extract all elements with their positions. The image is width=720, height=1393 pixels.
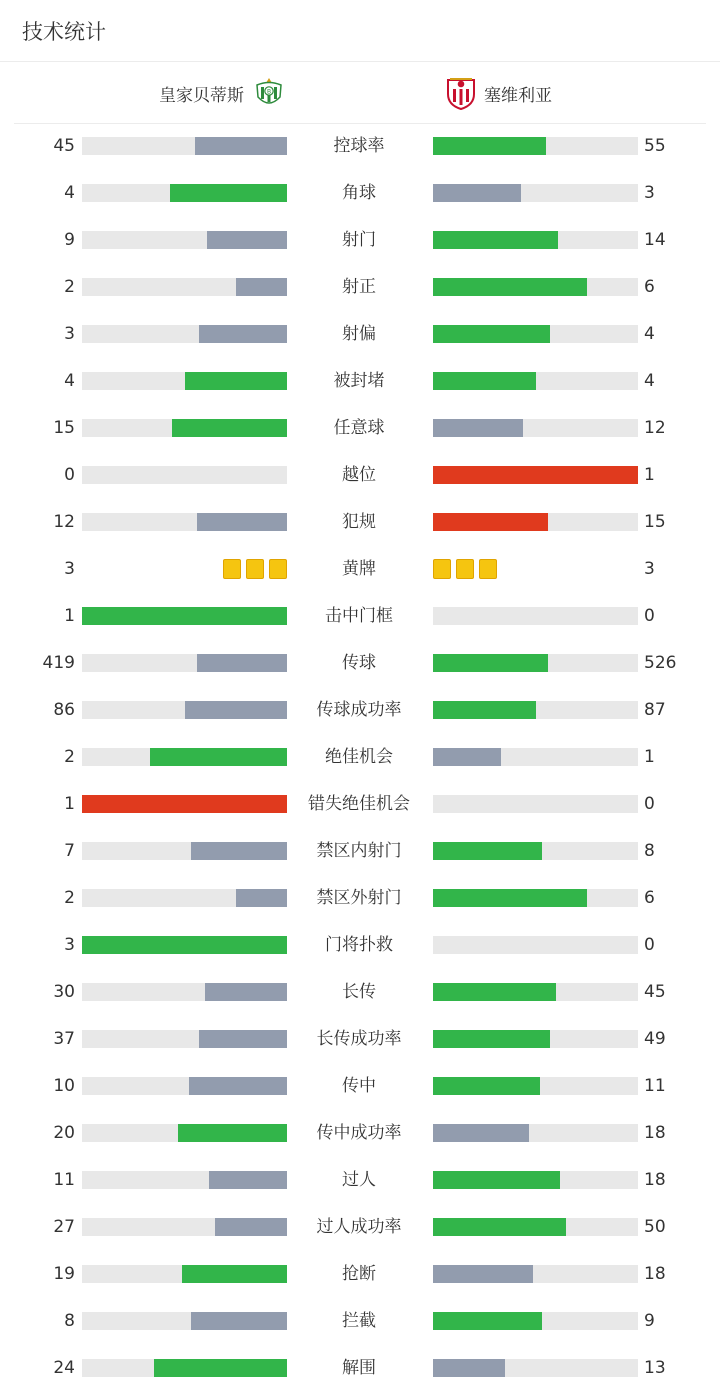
stat-label: 射正 bbox=[342, 277, 376, 297]
home-value: 3 bbox=[64, 324, 75, 344]
away-yellow-cards bbox=[433, 559, 497, 579]
away-bar-fill bbox=[433, 278, 587, 296]
away-bar-fill bbox=[433, 513, 548, 531]
stat-label: 传球 bbox=[342, 653, 376, 673]
away-value: 6 bbox=[644, 888, 655, 908]
home-bar bbox=[82, 842, 287, 860]
stat-label: 黄牌 bbox=[342, 559, 376, 579]
away-value: 13 bbox=[644, 1358, 666, 1378]
away-value: 0 bbox=[644, 935, 655, 955]
away-bar bbox=[433, 795, 638, 813]
stat-row bbox=[0, 264, 720, 311]
home-bar-fill bbox=[154, 1359, 287, 1377]
home-bar bbox=[82, 654, 287, 672]
home-value: 8 bbox=[64, 1311, 75, 1331]
away-bar-fill bbox=[433, 701, 536, 719]
stat-row bbox=[0, 123, 720, 170]
home-bar-fill bbox=[185, 701, 288, 719]
away-bar bbox=[433, 607, 638, 625]
away-bar-fill bbox=[433, 1171, 560, 1189]
home-bar bbox=[82, 137, 287, 155]
stat-label: 被封堵 bbox=[333, 371, 385, 391]
away-bar bbox=[433, 1077, 638, 1095]
stat-row bbox=[0, 1063, 720, 1110]
home-bar-fill bbox=[82, 607, 287, 625]
stat-label: 长传 bbox=[342, 982, 376, 1002]
yellow-card-icon bbox=[223, 559, 241, 579]
away-bar bbox=[433, 936, 638, 954]
home-bar bbox=[82, 278, 287, 296]
stat-label: 任意球 bbox=[333, 418, 385, 438]
away-bar-fill bbox=[433, 184, 521, 202]
away-bar-fill bbox=[433, 137, 546, 155]
home-bar-fill bbox=[82, 795, 287, 813]
home-bar bbox=[82, 1312, 287, 1330]
stat-label: 传球成功率 bbox=[316, 700, 402, 720]
stat-row bbox=[0, 734, 720, 781]
home-bar-fill bbox=[170, 184, 287, 202]
stat-label: 拦截 bbox=[342, 1311, 376, 1331]
home-bar-fill bbox=[191, 1312, 287, 1330]
away-bar-fill bbox=[433, 325, 550, 343]
home-bar bbox=[82, 936, 287, 954]
away-bar-fill bbox=[433, 372, 536, 390]
stat-label: 错失绝佳机会 bbox=[308, 794, 410, 814]
away-value: 87 bbox=[644, 700, 666, 720]
home-team[interactable] bbox=[159, 76, 286, 110]
yellow-card-icon bbox=[456, 559, 474, 579]
home-bar-fill bbox=[191, 842, 287, 860]
away-bar-fill bbox=[433, 419, 523, 437]
home-value: 15 bbox=[53, 418, 75, 438]
home-team-name: 皇家贝蒂斯 bbox=[159, 85, 244, 106]
stat-label: 抢断 bbox=[342, 1264, 376, 1284]
home-value: 9 bbox=[64, 230, 75, 250]
away-bar bbox=[433, 889, 638, 907]
home-bar-fill bbox=[205, 983, 287, 1001]
away-value: 14 bbox=[644, 230, 666, 250]
away-value: 4 bbox=[644, 324, 655, 344]
home-value: 7 bbox=[64, 841, 75, 861]
away-bar bbox=[433, 419, 638, 437]
stat-row bbox=[0, 1251, 720, 1298]
stat-row bbox=[0, 922, 720, 969]
stat-label: 长传成功率 bbox=[316, 1029, 402, 1049]
away-bar bbox=[433, 184, 638, 202]
home-bar bbox=[82, 607, 287, 625]
real-betis-crest-icon bbox=[252, 76, 286, 110]
away-value: 3 bbox=[644, 559, 655, 579]
home-bar-fill bbox=[172, 419, 287, 437]
away-value: 49 bbox=[644, 1029, 666, 1049]
away-bar bbox=[433, 278, 638, 296]
stat-row bbox=[0, 217, 720, 264]
away-bar-fill bbox=[433, 1359, 505, 1377]
home-bar bbox=[82, 231, 287, 249]
stat-row bbox=[0, 593, 720, 640]
away-bar bbox=[433, 1359, 638, 1377]
away-bar bbox=[433, 842, 638, 860]
away-bar-fill bbox=[433, 1265, 533, 1283]
stat-label: 越位 bbox=[342, 465, 376, 485]
home-bar-fill bbox=[199, 1030, 287, 1048]
page-header bbox=[0, 0, 720, 62]
home-bar bbox=[82, 701, 287, 719]
home-value: 4 bbox=[64, 183, 75, 203]
home-bar bbox=[82, 419, 287, 437]
away-value: 1 bbox=[644, 747, 655, 767]
stat-row bbox=[0, 687, 720, 734]
stat-row bbox=[0, 1110, 720, 1157]
yellow-card-icon bbox=[433, 559, 451, 579]
home-bar-fill bbox=[199, 325, 287, 343]
home-value: 0 bbox=[64, 465, 75, 485]
home-value: 12 bbox=[53, 512, 75, 532]
home-value: 1 bbox=[64, 606, 75, 626]
away-value: 45 bbox=[644, 982, 666, 1002]
stat-row bbox=[0, 311, 720, 358]
home-value: 37 bbox=[53, 1029, 75, 1049]
home-bar-fill bbox=[215, 1218, 287, 1236]
away-value: 3 bbox=[644, 183, 655, 203]
home-bar-fill bbox=[207, 231, 287, 249]
stat-label: 犯规 bbox=[342, 512, 376, 532]
stat-row bbox=[0, 1157, 720, 1204]
stat-label: 绝佳机会 bbox=[325, 747, 393, 767]
home-value: 27 bbox=[53, 1217, 75, 1237]
home-value: 4 bbox=[64, 371, 75, 391]
home-value: 1 bbox=[64, 794, 75, 814]
home-bar-fill bbox=[236, 889, 287, 907]
home-value: 30 bbox=[53, 982, 75, 1002]
away-bar bbox=[433, 1312, 638, 1330]
home-value: 2 bbox=[64, 277, 75, 297]
stat-row bbox=[0, 358, 720, 405]
away-team[interactable] bbox=[444, 75, 552, 111]
stat-row bbox=[0, 828, 720, 875]
away-value: 526 bbox=[644, 653, 677, 673]
home-yellow-cards bbox=[223, 559, 287, 579]
stat-row bbox=[0, 452, 720, 499]
yellow-card-icon bbox=[246, 559, 264, 579]
away-bar bbox=[433, 372, 638, 390]
home-bar bbox=[82, 1077, 287, 1095]
away-value: 12 bbox=[644, 418, 666, 438]
sevilla-crest-icon bbox=[444, 75, 478, 111]
home-bar-fill bbox=[197, 513, 287, 531]
away-bar bbox=[433, 748, 638, 766]
yellow-card-icon bbox=[269, 559, 287, 579]
stat-row bbox=[0, 1298, 720, 1345]
home-bar-fill bbox=[182, 1265, 287, 1283]
home-bar bbox=[82, 1359, 287, 1377]
stat-label: 射偏 bbox=[342, 324, 376, 344]
away-bar-fill bbox=[433, 654, 548, 672]
away-bar bbox=[433, 1265, 638, 1283]
home-value: 3 bbox=[64, 559, 75, 579]
away-value: 9 bbox=[644, 1311, 655, 1331]
stat-row bbox=[0, 1345, 720, 1392]
teams-header bbox=[14, 62, 706, 124]
home-bar bbox=[82, 1218, 287, 1236]
away-bar-fill bbox=[433, 1077, 540, 1095]
away-value: 0 bbox=[644, 794, 655, 814]
stat-row bbox=[0, 405, 720, 452]
home-bar bbox=[82, 1265, 287, 1283]
home-bar-fill bbox=[185, 372, 288, 390]
home-bar bbox=[82, 184, 287, 202]
home-bar bbox=[82, 983, 287, 1001]
away-bar bbox=[433, 983, 638, 1001]
home-value: 10 bbox=[53, 1076, 75, 1096]
away-bar bbox=[433, 325, 638, 343]
stat-row bbox=[0, 781, 720, 828]
away-bar bbox=[433, 1030, 638, 1048]
away-bar-fill bbox=[433, 983, 556, 1001]
away-value: 0 bbox=[644, 606, 655, 626]
stat-row bbox=[0, 969, 720, 1016]
stat-row bbox=[0, 170, 720, 217]
away-bar-fill bbox=[433, 231, 558, 249]
away-team-name: 塞维利亚 bbox=[484, 85, 552, 106]
home-bar bbox=[82, 1171, 287, 1189]
away-value: 4 bbox=[644, 371, 655, 391]
yellow-card-icon bbox=[479, 559, 497, 579]
home-bar bbox=[82, 1030, 287, 1048]
home-bar-fill bbox=[178, 1124, 287, 1142]
stat-label: 过人 bbox=[342, 1170, 376, 1190]
home-value: 419 bbox=[42, 653, 75, 673]
svg-text:B: B bbox=[266, 88, 272, 96]
away-value: 18 bbox=[644, 1264, 666, 1284]
stat-row bbox=[0, 1016, 720, 1063]
home-bar-fill bbox=[236, 278, 287, 296]
home-value: 24 bbox=[53, 1358, 75, 1378]
away-bar bbox=[433, 466, 638, 484]
away-bar-fill bbox=[433, 889, 587, 907]
stat-row bbox=[0, 1204, 720, 1251]
page-title: 技术统计 bbox=[22, 19, 106, 44]
away-bar bbox=[433, 137, 638, 155]
away-value: 18 bbox=[644, 1123, 666, 1143]
stat-label: 控球率 bbox=[333, 136, 385, 156]
away-bar-fill bbox=[433, 748, 501, 766]
away-bar-fill bbox=[433, 466, 638, 484]
away-value: 6 bbox=[644, 277, 655, 297]
home-bar-fill bbox=[197, 654, 287, 672]
home-bar-fill bbox=[150, 748, 287, 766]
stat-row bbox=[0, 546, 720, 593]
away-value: 50 bbox=[644, 1217, 666, 1237]
home-bar bbox=[82, 372, 287, 390]
away-bar-fill bbox=[433, 1030, 550, 1048]
stat-label: 禁区外射门 bbox=[316, 888, 402, 908]
away-bar bbox=[433, 654, 638, 672]
home-bar bbox=[82, 1124, 287, 1142]
home-value: 2 bbox=[64, 747, 75, 767]
home-bar-fill bbox=[195, 137, 287, 155]
stat-label: 过人成功率 bbox=[316, 1217, 402, 1237]
away-value: 1 bbox=[644, 465, 655, 485]
stat-label: 击中门框 bbox=[325, 606, 393, 626]
stat-label: 传中成功率 bbox=[316, 1123, 402, 1143]
stat-label: 门将扑救 bbox=[325, 935, 393, 955]
home-bar bbox=[82, 889, 287, 907]
home-value: 19 bbox=[53, 1264, 75, 1284]
away-bar-fill bbox=[433, 1124, 529, 1142]
away-bar bbox=[433, 513, 638, 531]
stat-row bbox=[0, 499, 720, 546]
away-value: 18 bbox=[644, 1170, 666, 1190]
home-bar-fill bbox=[189, 1077, 287, 1095]
home-value: 11 bbox=[53, 1170, 75, 1190]
stat-label: 角球 bbox=[342, 183, 376, 203]
home-bar bbox=[82, 513, 287, 531]
away-bar-fill bbox=[433, 842, 542, 860]
home-bar bbox=[82, 466, 287, 484]
away-bar bbox=[433, 1171, 638, 1189]
home-value: 2 bbox=[64, 888, 75, 908]
home-bar-fill bbox=[82, 936, 287, 954]
home-value: 3 bbox=[64, 935, 75, 955]
away-bar-fill bbox=[433, 1218, 566, 1236]
stat-label: 传中 bbox=[342, 1076, 376, 1096]
away-value: 8 bbox=[644, 841, 655, 861]
stat-row bbox=[0, 875, 720, 922]
stat-label: 解围 bbox=[342, 1358, 376, 1378]
away-bar bbox=[433, 1124, 638, 1142]
away-bar bbox=[433, 701, 638, 719]
away-bar bbox=[433, 231, 638, 249]
home-bar bbox=[82, 748, 287, 766]
away-bar-fill bbox=[433, 1312, 542, 1330]
away-value: 15 bbox=[644, 512, 666, 532]
home-bar-fill bbox=[209, 1171, 287, 1189]
home-value: 45 bbox=[53, 136, 75, 156]
stat-label: 射门 bbox=[342, 230, 376, 250]
stat-row bbox=[0, 640, 720, 687]
away-value: 55 bbox=[644, 136, 666, 156]
away-value: 11 bbox=[644, 1076, 666, 1096]
away-bar bbox=[433, 1218, 638, 1236]
home-value: 86 bbox=[53, 700, 75, 720]
home-bar bbox=[82, 795, 287, 813]
home-value: 20 bbox=[53, 1123, 75, 1143]
stat-label: 禁区内射门 bbox=[316, 841, 402, 861]
home-bar bbox=[82, 325, 287, 343]
